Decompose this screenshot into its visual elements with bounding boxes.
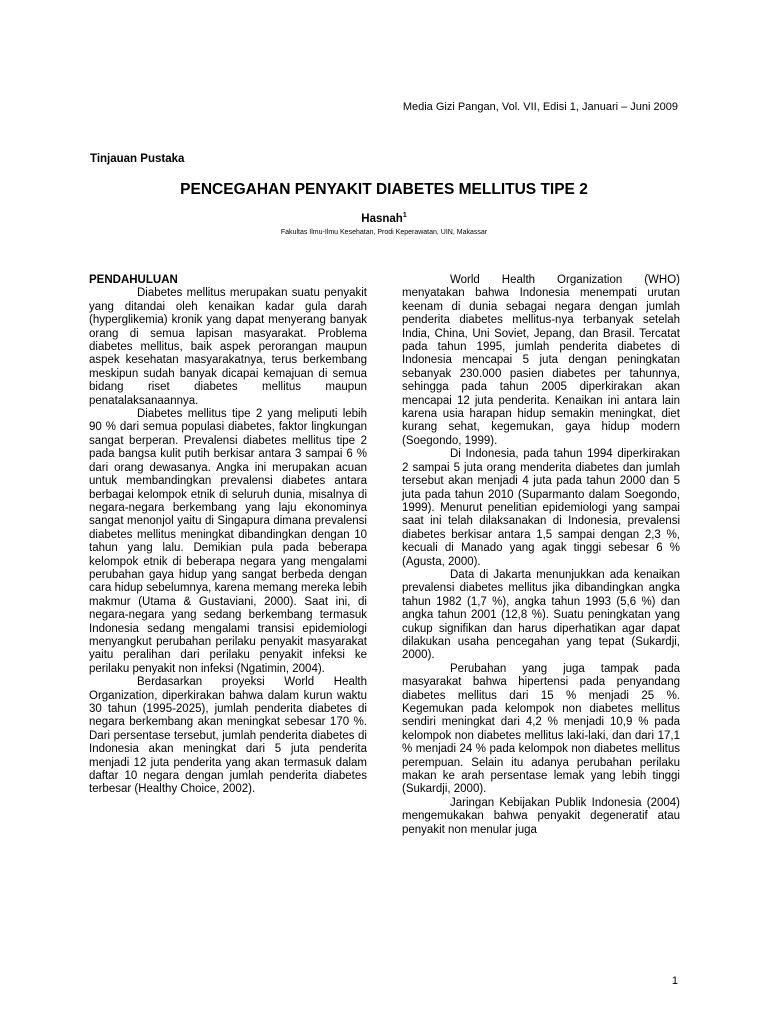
article-title: PENCEGAHAN PENYAKIT DIABETES MELLITUS TIPE 2: [180, 181, 588, 198]
author-footnote-mark: 1: [402, 212, 407, 220]
paragraph: Di Indonesia, pada tahun 1994 diperkirakan 2 sampai 5 juta orang menderita diabetes dan jumlah tersebut akan menjadi 4 juta pada tahun 2000 dan 5 juta pada tahun 2010 (Suparmanto dalam Soegondo, 1999). Menurut penelitian epidemiologi yang sampai saat ini telah dilaksanakan di Indonesia, prevalensi diabetes berkisar antara 1,5 sampai dengan 2,3 %, kecuali di Manado yang agak tinggi sebesar 6 % (Agusta, 2000).: [402, 448, 680, 568]
page-number: 1: [671, 975, 678, 987]
section-heading: PENDAHULUAN: [89, 274, 178, 286]
paragraph: Data di Jakarta menunjukkan ada kenaikan prevalensi diabetes mellitus jika dibandingkan angka tahun 1982 (1,7 %), angka tahun 1993 (5,6 %) dan angka tahun 2001 (12,8 %). Suatu peningkatan yang cukup signifikan dan harus diperhatikan agar dapat dilakukan usaha pencegahan yang tepat (Sukardji, 2000).: [402, 568, 680, 662]
paragraph: World Health Organization (WHO) menyatakan bahwa Indonesia menempati urutan keenam di dunia sebagai negara dengan jumlah penderita diabetes mellitus-nya terbanyak setelah India, China, Uni Soviet, Jepang, dan Brasil. Tercatat pada tahun 1995, jumlah penderita diabetes di Indonesia mencapai 5 juta dengan peningkatan sebanyak 230.000 pasien diabetes per tahunnya, sehingga pada tahun 2005 diperkirakan akan mencapai 12 juta penderita. Kenaikan ini antara lain karena usia harapan hidup semakin meningkat, diet kurang sehat, kegemukan, gaya hidup modern (Soegondo, 1999).: [402, 274, 680, 447]
paragraph: Diabetes mellitus merupakan suatu penyakit yang ditandai oleh kenaikan kadar gula darah (hyperglikemia) kronik yang dapat menyerang banyak orang di semua lapisan masyarakat. Problema diabetes mellitus, baik aspek perorangan maupun aspek kesehatan masyarakatnya, terus berkembang meskipun sudah banyak dicapai kemajuan di semua bidang riset diabetes mellitus maupun penatalaksanaannya.: [89, 287, 367, 407]
paragraph: Berdasarkan proyeksi World Health Organization, diperkirakan bahwa dalam kurun waktu 30 tahun (1995-2025), jumlah penderita diabetes di negara berkembang akan meningkat sebesar 170 %. Dari persentase tersebut, jumlah penderita diabetes di Indonesia akan meningkat dari 5 juta penderita menjadi 12 juta penderita yang akan termasuk dalam daftar 10 negara dengan jumlah penderita diabetes terbesar (Healthy Choice, 2002).: [89, 676, 367, 796]
paragraph: Perubahan yang juga tampak pada masyarakat bahwa hipertensi pada penyandang diabetes mellitus dari 15 % menjadi 25 %. Kegemukan pada kelompok non diabetes mellitus sendiri meningkat dari 4,2 % menjadi 10,9 % pada kelompok non diabetes mellitus laki-laki, dan dari 17,1 % menjadi 24 % pada kelompok non diabetes mellitus perempuan. Selain itu adanya perubahan perilaku makan ke arah persentase lemak yang lebih tinggi (Sukardji, 2000).: [402, 662, 680, 796]
paragraph: Jaringan Kebijakan Publik Indonesia (2004) mengemukakan bahwa penyakit degeneratif atau penyakit non menular juga: [402, 796, 680, 836]
journal-header: Media Gizi Pangan, Vol. VII, Edisi 1, Januari – Juni 2009: [402, 101, 678, 113]
left-column: [89, 274, 367, 797]
right-column: [402, 274, 680, 837]
author-line: [0, 212, 768, 226]
section-label: Tinjauan Pustaka: [90, 153, 185, 165]
author-affiliation: Fakultas Ilmu-Ilmu Kesehatan, Prodi Keperawatan, UIN, Makassar: [280, 229, 488, 236]
author-name: Hasnah: [361, 213, 403, 225]
paragraph: Diabetes mellitus tipe 2 yang meliputi lebih 90 % dari semua populasi diabetes, faktor lingkungan sangat berperan. Prevalensi diabetes mellitus tipe 2 pada bangsa kulit putih berkisar antara 3 sampai 6 % dari orang dewasanya. Angka ini merupakan acuan untuk membandingkan prevalensi diabetes antara berbagai kelompok etnik di seluruh dunia, misalnya di negara-negara berkembang yang laju ekonominya sangat menonjol yaitu di Singapura dimana prevalensi diabetes mellitus meningkat dibandingkan dengan 10 tahun yang lalu. Demikian pula pada beberapa kelompok etnik di beberapa negara yang mengalami perubahan gaya hidup yang sangat berbeda dengan cara hidup sebelumnya, karena memang mereka lebih makmur (Utama & Gustaviani, 2000). Saat ini, di negara-negara yang sedang berkembang termasuk Indonesia sedang mengalami transisi epidemiologi menyangkut perubahan perilaku penyakit masyarakat yaitu peralihan dari perilaku penyakit infeksi ke perilaku penyakit non infeksi (Ngatimin, 2004).: [89, 408, 367, 675]
